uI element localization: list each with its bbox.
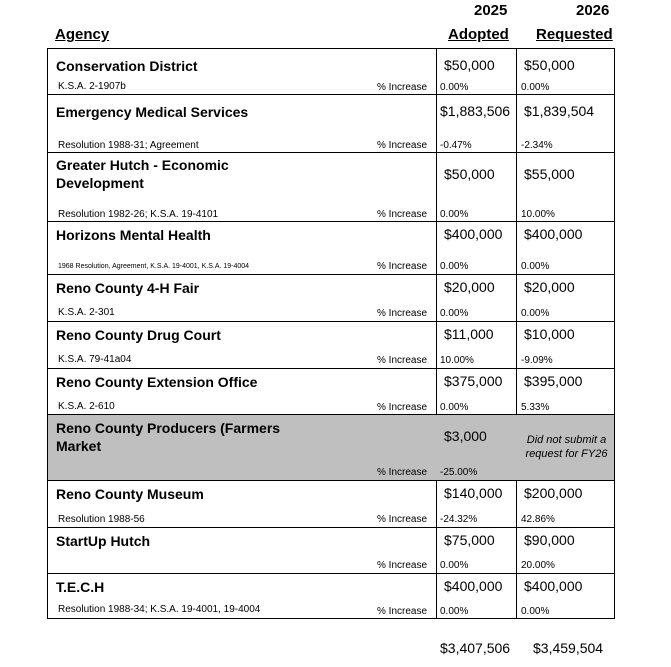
adopted-2025-amount: $3,000 — [444, 428, 487, 444]
adopted-2025-pct: 0.00% — [440, 261, 469, 272]
requested-2026-amount: $400,000 — [524, 226, 583, 242]
agency-reference: K.S.A. 79-41a04 — [58, 354, 132, 365]
agency-name: Reno County Extension Office — [56, 374, 258, 390]
agency-reference: 1968 Resolution, Agreement, K.S.A. 19-4001, K.S.A. 19-4004 — [58, 263, 250, 270]
adopted-2025-pct: 0.00% — [440, 560, 469, 571]
requested-2026-amount: $90,000 — [524, 532, 575, 548]
header-agency: Agency — [55, 26, 110, 43]
requested-2026-amount: $200,000 — [524, 485, 583, 501]
adopted-2025-amount: $1,883,506 — [440, 103, 511, 119]
pct-increase-label: % Increase — [377, 514, 428, 525]
adopted-2025-amount: $75,000 — [444, 532, 495, 548]
agency-name: StartUp Hutch — [56, 533, 151, 549]
adopted-2025-amount: $50,000 — [444, 57, 495, 73]
table-row — [48, 153, 614, 222]
adopted-2025-pct: -25.00% — [440, 467, 478, 478]
pct-increase-label: % Increase — [377, 402, 428, 413]
table-row — [48, 481, 614, 528]
agency-reference: Resolution 1988-34; K.S.A. 19-4001, 19-4004 — [58, 604, 261, 615]
requested-2026-amount: $400,000 — [524, 578, 583, 594]
header-requested: Requested — [536, 26, 613, 43]
agency-reference: Resolution 1988-56 — [58, 514, 145, 525]
table-row — [48, 322, 614, 369]
adopted-2025-pct: 0.00% — [440, 82, 469, 93]
table-row — [48, 528, 614, 574]
requested-2026-pct: -9.09% — [521, 355, 553, 366]
requested-2026-note: Did not submit a request for FY26 — [525, 434, 608, 460]
pct-increase-label: % Increase — [377, 82, 428, 93]
requested-2026-pct: 5.33% — [521, 402, 550, 413]
pct-increase-label: % Increase — [377, 140, 428, 151]
adopted-2025-pct: 0.00% — [440, 606, 469, 617]
requested-2026-pct: 0.00% — [521, 606, 550, 617]
table-row — [48, 222, 614, 275]
agency-name: Greater Hutch - Economic Development — [56, 157, 229, 191]
pct-increase-label: % Increase — [377, 261, 428, 272]
agency-budget-table — [47, 48, 615, 619]
pct-increase-label: % Increase — [377, 209, 428, 220]
adopted-2025-pct: 0.00% — [440, 209, 469, 220]
table-row — [48, 95, 614, 153]
agency-reference: Resolution 1988-31; Agreement — [58, 140, 199, 151]
agency-name: Reno County Museum — [56, 486, 204, 502]
total-2025: $3,407,506 — [440, 640, 511, 656]
agency-reference: K.S.A. 2-610 — [58, 401, 115, 412]
agency-name: Reno County 4-H Fair — [56, 280, 200, 296]
requested-2026-pct: 20.00% — [521, 560, 555, 571]
table-row — [48, 49, 614, 95]
pct-increase-label: % Increase — [377, 355, 428, 366]
adopted-2025-pct: -0.47% — [440, 140, 472, 151]
adopted-2025-amount: $400,000 — [444, 578, 503, 594]
requested-2026-pct: 10.00% — [521, 209, 555, 220]
requested-2026-amount: $55,000 — [524, 166, 575, 182]
adopted-2025-pct: 10.00% — [440, 355, 474, 366]
pct-increase-label: % Increase — [377, 308, 428, 319]
requested-2026-amount: $395,000 — [524, 373, 583, 389]
agency-name: Reno County Drug Court — [56, 327, 221, 343]
requested-2026-amount: $20,000 — [524, 279, 575, 295]
requested-2026-pct: -2.34% — [521, 140, 553, 151]
table-row — [48, 415, 614, 481]
agency-name: Emergency Medical Services — [56, 104, 249, 120]
agency-name: Reno County Producers (Farmers Market — [56, 420, 281, 454]
agency-reference: K.S.A. 2-301 — [58, 307, 115, 318]
pct-increase-label: % Increase — [377, 560, 428, 571]
requested-2026-amount: $10,000 — [524, 326, 575, 342]
adopted-2025-amount: $375,000 — [444, 373, 503, 389]
header-year-2025: 2025 — [474, 2, 508, 19]
agency-name: T.E.C.H — [56, 579, 105, 595]
requested-2026-pct: 42.86% — [521, 514, 555, 525]
agency-reference: K.S.A. 2-1907b — [58, 81, 126, 92]
adopted-2025-amount: $140,000 — [444, 485, 503, 501]
header-year-2026: 2026 — [576, 2, 610, 19]
table-row — [48, 574, 614, 620]
agency-name: Conservation District — [56, 58, 198, 74]
adopted-2025-amount: $20,000 — [444, 279, 495, 295]
requested-2026-pct: 0.00% — [521, 261, 550, 272]
adopted-2025-amount: $400,000 — [444, 226, 503, 242]
adopted-2025-amount: $50,000 — [444, 166, 495, 182]
table-row — [48, 369, 614, 415]
pct-increase-label: % Increase — [377, 467, 428, 478]
adopted-2025-pct: 0.00% — [440, 308, 469, 319]
table-row — [48, 275, 614, 322]
adopted-2025-amount: $11,000 — [444, 326, 494, 342]
agency-name: Horizons Mental Health — [56, 227, 211, 243]
total-2026: $3,459,504 — [533, 640, 604, 656]
requested-2026-pct: 0.00% — [521, 308, 550, 319]
adopted-2025-pct: -24.32% — [440, 514, 478, 525]
requested-2026-amount: $1,839,504 — [524, 103, 595, 119]
requested-2026-amount: $50,000 — [524, 57, 575, 73]
pct-increase-label: % Increase — [377, 606, 428, 617]
header-adopted: Adopted — [448, 26, 509, 43]
requested-2026-pct: 0.00% — [521, 82, 550, 93]
adopted-2025-pct: 0.00% — [440, 402, 469, 413]
agency-reference: Resolution 1982-26; K.S.A. 19-4101 — [58, 209, 219, 220]
